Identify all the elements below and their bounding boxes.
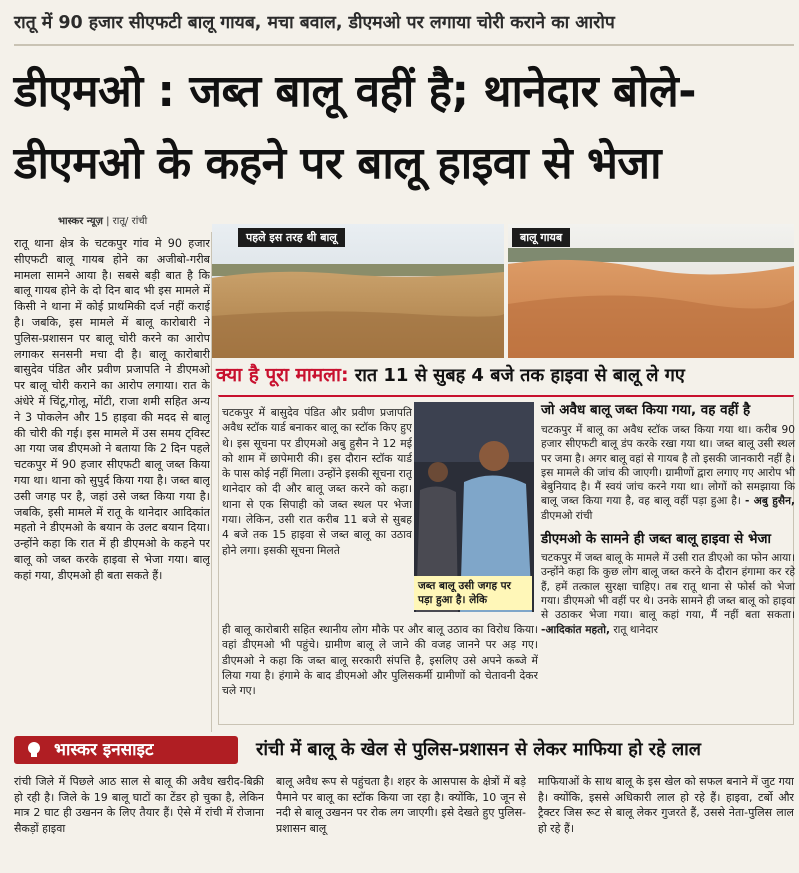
insight-title: रांची में बालू के खेल से पुलिस-प्रशासन से लेकर माफिया हो रहे लाल xyxy=(256,739,702,760)
insight-label-box xyxy=(14,736,238,764)
case-bottom-text: ही बालू कारोबारी सहित स्थानीय लोग मौके पर और बालू उठाव का विरोध किया। वहां डीएमओ भी पहुंचे। ग्रामीण बालू ले जाने की वजह जानने पर अड़ गए। डीएमओ ने कहा कि जब्त बालू सरकारी संपत्ति है, इसलिए उसे अपने कब्जे में लिया गया है। हंगामे के बाद डीएमओ और पुलिसकर्मी ग्रामीणों को चेतावनी देकर चले गए। xyxy=(222,623,538,698)
kicker-headline: रातू में 90 हजार सीएफटी बालू गायब, मचा बवाल, डीएमओ पर लगाया चोरी कराने का आरोप xyxy=(14,13,615,33)
quote-1 xyxy=(541,423,795,523)
insight-column-2: बालू अवैध रूप से पहुंचता है। शहर के आसपास के क्षेत्रों में बड़े पैमाने पर बालू का स्टॉक किया जा रहा है। क्योंकि, 10 जून से नदी से बालू उखनन पर रोक लग जाएगी। इसे देखते हुए पुलिस-प्रशासन बालू xyxy=(276,775,526,835)
insight-label: भास्कर इनसाइट xyxy=(54,740,154,760)
case-title-rest: रात 11 से सुबह 4 बजे तक हाइवा से बालू ले गए xyxy=(348,365,685,386)
quote-1-attr-role: डीएमओ रांची xyxy=(541,509,593,522)
quote-2-attr-name: -आदिकांत महतो, xyxy=(541,623,610,636)
byline xyxy=(58,213,147,227)
photo-label-after: बालू गायब xyxy=(512,228,570,247)
byline-place: | रातू/ रांची xyxy=(106,216,148,227)
left-column-text: रातू थाना क्षेत्र के चटकपुर गांव मे 90 हजार सीएफटी बालू गायब होने का अजीबो-गरीब मामला सामने आया है। सबसे बड़ी बात है कि बालू गायब होने के दो दिन बाद भी इस मामले में किसी ने थाना में कोई प्राथमिकी दर्ज नहीं कराई है। जबकि, इस मामले में बालू कारोबारी ने पुलिस-प्रशासन पर बालू चोरी करने का आरोप लगाकर सनसनी मचा दी है। बालू कारोबारी बासुदेव पंडित और प्रवीण प्रजापति ने डीएमओ पर बालू चोरी कराने का आरोप लगाया। रात के अंधेरे में चिंटू,गोलू, मोंटी, राजा शमी सहित अन्य ने 3 पोकलेन और 15 हाइवा की मदद से बालू की चोरी की गई। इस मामले में उस समय ट्विस्ट आ गया जब डीएमओ ने बताया कि 2 दिन पहले चटकपुर में 90 हजार सीएफटी बालू जब्त किया गया था। थाना को सुपुर्द किया गया है। जब्त बालू उसी जगह पर है, जहां उसे जब्त किया गया है। जबकि, इसी मामले में रातू के थानेदार आदिकांत महतो ने डीएमओ के बयान के उलट बयान दिया। उन्होंने कहा कि रात में ही डीएमओ के कहने पर बालू को जब्त करके हाइवा से भेजा गया। बालू कहां गया, डीएमओ ही बता सकते हैं। xyxy=(14,237,210,582)
photo-label-before: पहले इस तरह थी बालू xyxy=(238,228,345,247)
lightbulb-icon xyxy=(24,740,44,760)
right-heading-2: डीएमओ के सामने ही जब्त बालू हाइवा से भेजा xyxy=(541,531,772,548)
quote-1-text: चटकपुर में बालू का अवैध स्टॉक जब्त किया गया था। करीब 90 हजार सीएफटी बालू डंप करके रखा गया था। जब्त बालू उसी स्थल पर जमा है। अगर बालू वहां से गायब है तो इसकी जानकारी नहीं है। इस मामले की जांच की जाएगी। ग्रामीणों द्वारा लगाए गए आरोप भी बेबुनियाद है। मैं स्वयं जांच करने गया था। लोगों को समझाया कि बालू जब्त किया गया है, वह बालू वहीं पड़ा हुआ है। xyxy=(541,424,795,508)
photo-caption: जब्त बालू उसी जगह पर पड़ा हुआ है। लेकि xyxy=(414,576,532,610)
quote-2-attr-role: रातू थानेदार xyxy=(609,623,658,636)
right-heading-1: जो अवैध बालू जब्त किया गया, वह वहीं है xyxy=(541,402,751,418)
headline-line-1: डीएमओ : जब्त बालू वहीं है; थानेदार बोले- xyxy=(14,66,697,117)
divider xyxy=(14,44,794,46)
case-title-red: क्या है पूरा मामला: xyxy=(216,364,349,386)
insight-column-3: माफियाओं के साथ बालू के इस खेल को सफल बनाने में जुट गया है। क्योंकि, इससे अधिकारी लाल हो रहे हैं। हाइवा, टर्बो और ट्रैक्टर जिस रूट से बालू लेकर गुजरते हैं, उससे नेता-पुलिस लाल हो रहे हैं। xyxy=(538,775,794,835)
insight-bar xyxy=(14,736,794,768)
insight-column-1: रांची जिले में पिछले आठ साल से बालू की अवैध खरीद-बिक्री हो रही है। जिले के 19 बालू घाटों का टेंडर हो चुका है, लेकिन मात्र 2 घाट ही उखनन के लिए तैयार हैं। ऐसे में रांची में रोजाना सैकड़ों हाइवा xyxy=(14,775,264,835)
case-section-title xyxy=(216,361,796,391)
byline-source: भास्कर न्यूज़ xyxy=(58,216,103,227)
quote-1-attr-name: - अबु हुसैन, xyxy=(745,495,795,508)
right-column xyxy=(541,402,795,637)
case-middle-text: चटकपुर में बासुदेव पंडित और प्रवीण प्रजापति अवैध स्टॉक यार्ड बनाकर बालू का स्टॉक किए हुए थे। इस सूचना पर डीएमओ अबु हुसैन ने 12 मई को शाम में छापेमारी की। इस दौरान स्टॉक यार्ड के पास कोई नहीं मिला। उन्होंने इसकी सूचना रातू थानेदार को दी और बालू जब्त करने को कहा। थाना से एक सिपाही को जब्त स्थल पर भेजा गया। लेकिन, उसी रात करीब 11 बजे से सुबह 4 बजे तक 15 हाइवा से जब्त बालू का उठाव होने लगा। इसकी सूचना मिलते xyxy=(222,406,412,557)
headline-line-2: डीएमओ के कहने पर बालू हाइवा से भेजा xyxy=(14,138,661,189)
quote-2 xyxy=(541,551,795,637)
quote-2-text: चटकपुर में जब्त बालू के मामले में उसी रात डीएओ का फोन आया। उन्होंने कहा कि कुछ लोग बालू जब्त करने के दौरान हंगामा कर रहे हैं, हमें तत्काल सुरक्षा चाहिए। तब रातू थाना से फोर्स को भेजा गया। डीएमओ भी वहीं पर थे। उनके सामने ही जब्त बालू को हाइवा से उठाकर भेजा गया। बालू कहां गया, मैं नहीं बता सकता। xyxy=(541,552,795,622)
